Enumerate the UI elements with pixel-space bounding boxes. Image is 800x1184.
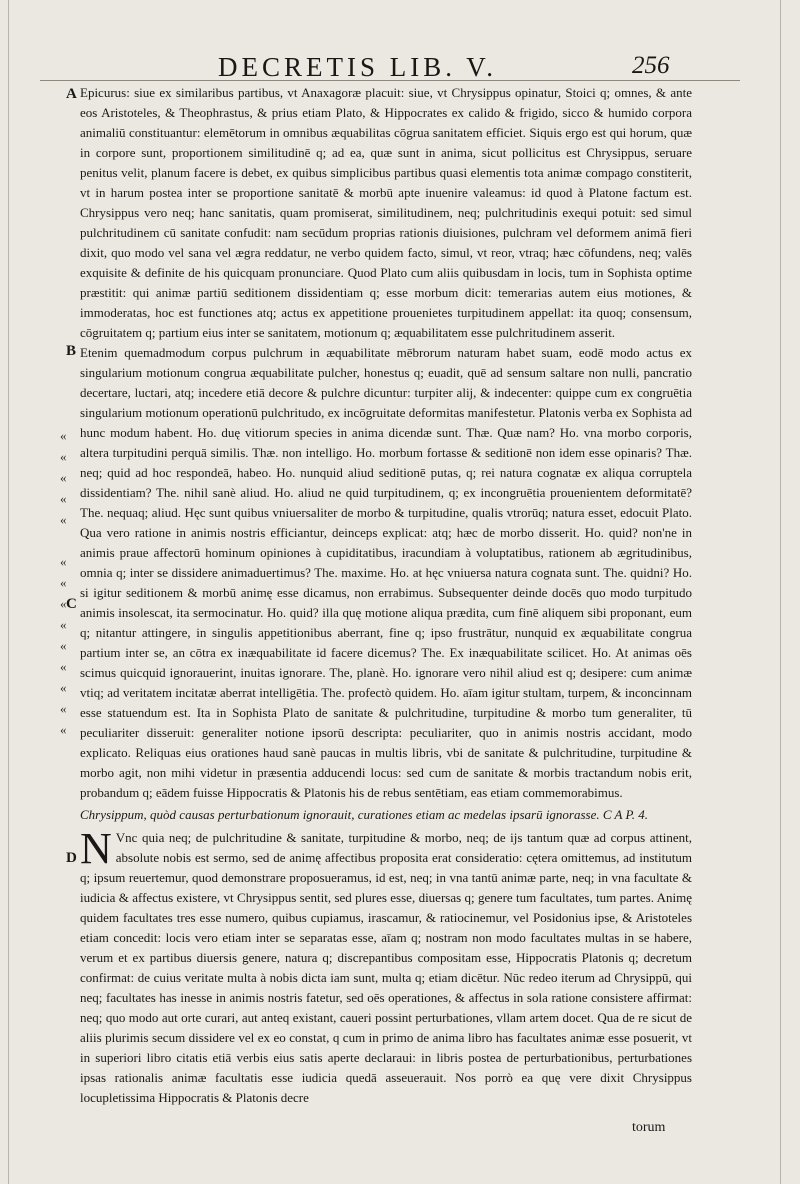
quote-mark: « — [60, 701, 67, 716]
main-text-column — [80, 83, 692, 1108]
paragraph-d — [80, 824, 692, 1108]
quote-mark: « — [60, 596, 67, 611]
page-number: 256 — [632, 52, 670, 79]
paragraph-a: Epicurus: siue ex similaribus partibus, vt Anaxagoræ placuit: siue, vt Chrysippus opinatur, Stoici q; omnes, & ante eos Aristoteles, & Theophrastus, & prius etiam Plato, & Hippocrates ex calido & frigido, sicco & humido corpora animaliū constituantur: elemētorum in omnibus æquabilitas cōgrua sanitatem efficiet. Siquis ergo est qui horum, quæ in corpore sunt, proportionem similitudinē q; ad ea, quæ sunt in anima, sicut pollicitus est Chrysippus, seruare penitus velit, planum facere is debet, ex quibus simplicibus partibus quasi elementis tota animæ compago constiterit, vt in harum postea inter se proportione sanitatē & morbū apte inuenire valeamus: id quod à Platone factum est. Chrysippus vero neq; hanc sanitatis, quam promiserat, similitudinem, neq; pulchritudinis exequi potuit: sed simul pulchritudinem cū sanitate confudit: nam secūdum proprias rationis diuisiones, pulchram vel deformem animā fieri dixit, quo modo vel sana vel ægra reddatur, ne verbo quidem facto, simul, vt reor, vtraq; hæc cōfundens, neq; valēs exquisite & definite de his quicquam pronunciare. Quod Plato cum aliis quibusdam in locis, tum in Sophista optime præstitit: qui animæ partiū seditionem dissidentiam q; esse morbum dicit: temerarias autem eius motiones, & immoderatas, hoc est functiones atq; actus ex appetitione prouenietes turpitudinem appellat: ita quoq; consensum, cōgruitatem q; partium eius inter se sanitatem, motionum q; æquabilitatem esse pulchritudinem asserit. — [80, 85, 692, 340]
paragraph-b: Etenim quemadmodum corpus pulchrum in æquabilitate mēbrorum naturam habet suam, eodē modo actus ex singularium motionum congrua æquabilitate pulcher, honestus q; euadit, quē ad sensum saltare non nulli, pancratio decertare, luctari, atq; incedere etiā decore & pulchre dicuntur: turpiter alij, & indecenter: quippe cum ex congruētia singularium motionum operationū pulchritudo, ex incōgruitate deformitas manifestetur. Platonis verba ex Sophista ad hunc modum habent. Ho. duę vitiorum species in anima dicendæ sunt. Thæ. Quæ nam? Ho. vna morbo corporis, altera turpitudini perquā similis. Thæ. non intelligo. Ho. morbum fortasse & seditionē non idem esse opinaris? Thæ. neq; quid ad hoc respondeā, habeo. Ho. nunquid aliud seditionē putas, q; rei natura cognatæ ex aliqua corruptela dissidentiam? The. nihil sanè aliud. Ho. aliud ne quid turpitudinem, q; ex incongruētia prouenientem deformitatē? The. nequaq; aliud. Hęc sunt quibus vniuersaliter de morbo & turpitudine, qualis vtrorūq; natura esset, edocuit Plato. Qua vero ratione in animis nostris efficiantur, deinceps explicat: atq; hæc de morbo disserit. Ho. quid? non'ne in animis praue affectorū hominum opiniones à cupiditatibus, iracundiam à voluptatibus, rationem ab ægritudinibus, omnia q; inter se dissidere animaduertimus? The. maxime. Ho. at hęc vniuersa natura cognata sunt. The. quidni? Ho. si igitur seditionem & morbū animę esse dicamus, non errabimus. Subsequenter deinde docēs quo modo turpitudo animis insolescat, ita sermocinatur. Ho. quid? illa quę motione aliqua prædita, cum finē aliquem sibi proponant, eum q; nitantur attingere, in singulis appetitionibus aberrant, fine q; ipso frustrātur, nunquid ex æquabilitate congrua partium inter se, an cōtra ex inæquabilitate id facere dicemus? The. Ex inæquabilitate scilicet. Ho. At animas oēs scimus quicquid ignorauerint, inuitas ignorare. The, planè. Ho. ignorare vero nihil aliud est q; desipere: cum animæ vtiq; ad veritatem incitatæ aberrat intelligētia. The. profectò quidem. Ho. aīam igitur stultam, turpem, & inconcinnam esse statuendum est. Ita in Sophista Plato de sanitate & pulchritudine, turpitudine & morbo tum generaliter, tū peculiariter disseruit: generaliter notione ipsorū descripta: peculiariter, quo in animis nostris accidant, modo explicato. Reliquas eius orationes haud sanè paucas in multis libris, vbi de sanitate & pulchritudine, turpitudine & morbo agit, non mihi videtur in præsentia adducendi locus: sed cum de sanitate & morbis tractandum nobis erit, probandum q; eādem fuisse Hippocratis & Platonis his de rebus sentētiam, eas etiam commemorabimus. — [80, 345, 692, 800]
quote-mark: « — [60, 722, 67, 737]
chapter-heading: Chrysippum, quòd causas perturbationum ignorauit, curationes etiam ac medelas ipsarū ignorasse. C A P. 4. — [80, 807, 649, 822]
section-marker-d: D — [66, 850, 77, 866]
quote-mark: « — [60, 575, 67, 590]
quote-mark: « — [60, 617, 67, 632]
paragraph-d-text: Vnc quia neq; de pulchritudine & sanitate, turpitudine & morbo, neq; de ijs tantum quæ ad corpus attinent, absolute nobis est sermo, sed de animę affectibus proposita erat consideratio: cętera omittemus, ad institutum q; ipsum reuertemur, quod demonstrare proposueramus, id est, neq; in vna tantū animæ parte, neq; in vna facultate & iudicia & affectus existere, vt Chrysippus sentit, sed plures esse, diuersas q; genere tum facultates, tum partes. Animę quidem facultates tres esse numero, quibus cupiamus, irascamur, & ratiocinemur, vel Posidonius ipse, & Aristoteles etiam concedit: locis vero etiam inter se separatas esse, aīam q; nostram non modo facultates multas in se habere, verum et ex partibus diuersis genere, natura q; discrepantibus compositam esse, Hippocratis Platonis q; decretum confirmat: de cuius veritate multa à nobis dicta iam sunt, multa q; etiam dicētur. Nūc redeo iterum ad Chrysippū, qui neq; facultates has inesse in animis nostris fatetur, sed oēs operationes, & affectus in sola ratione consistere affirmat: neq; quo modo aut orte curari, aut anteq existant, caueri possint perturbationes, vllam artem docet. Qua de re sicut de aliis plurimis secum dissidere vel ex eo constat, q cum in primo de anima libro has facultates animæ esse posuerit, vt in superiori libro citatis etiā verbis eius satis aperte declaraui: in libris postea de perturbationibus, perturbationes ipsas rationalis animæ facultatis esse iudicia quedā asseuerauit. Nos porrò ea quę vere dixit Chrysippus locupletissima Hippocratis & Platonis decre — [80, 830, 692, 1105]
quote-mark: « — [60, 512, 67, 527]
catchword: torum — [632, 1120, 666, 1135]
quote-mark: « — [60, 554, 67, 569]
quote-mark: « — [60, 491, 67, 506]
section-marker-a: A — [66, 86, 77, 102]
quote-mark: « — [60, 659, 67, 674]
section-marker-b: B — [66, 343, 77, 359]
quote-mark: « — [60, 638, 67, 653]
quote-mark: « — [60, 449, 67, 464]
quote-mark: « — [60, 428, 67, 443]
drop-cap: N — [80, 824, 112, 873]
running-title: DECRETIS LIB. V. — [218, 52, 498, 82]
quote-mark: « — [60, 470, 67, 485]
left-margin-rule — [8, 0, 9, 1184]
right-margin-rule — [780, 0, 781, 1184]
section-marker-c: C — [66, 596, 77, 612]
header-rule — [40, 80, 740, 81]
quote-mark: « — [60, 680, 67, 695]
